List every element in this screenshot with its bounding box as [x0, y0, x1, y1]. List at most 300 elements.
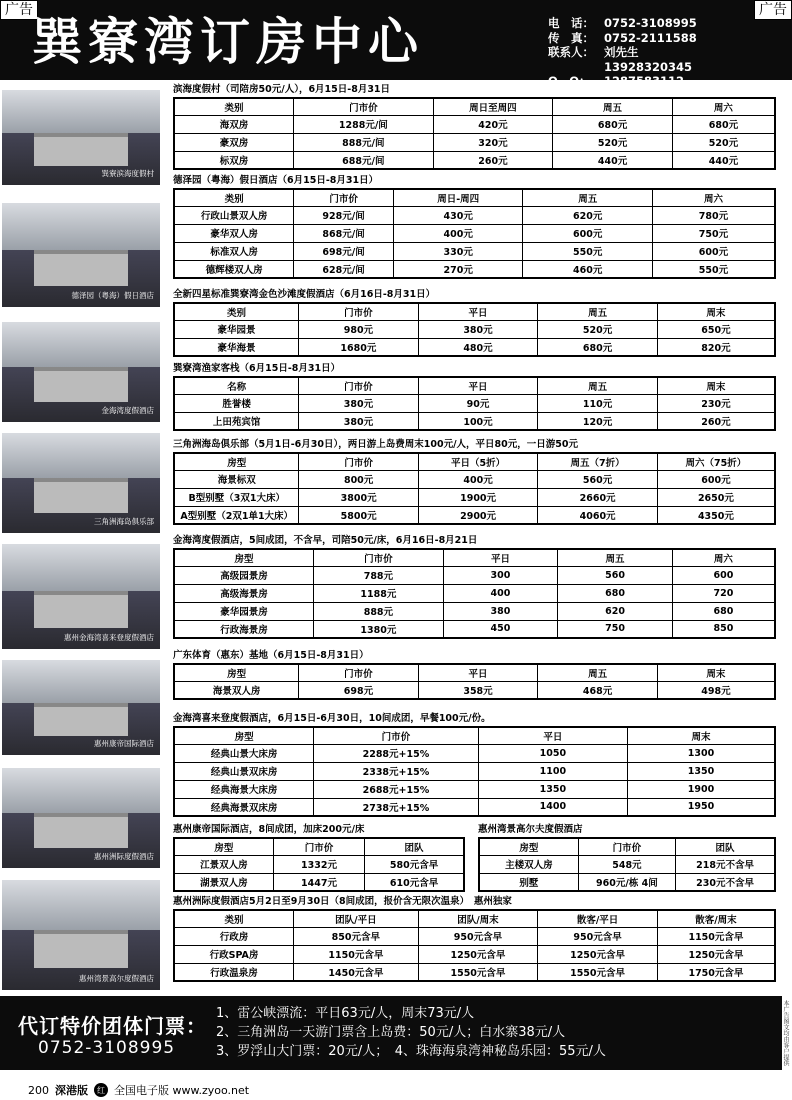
table-cell: 1300	[628, 744, 775, 762]
table-cell: 498元	[657, 681, 775, 699]
table-header-cell: 周六	[652, 189, 775, 206]
table-header-cell: 门市价	[314, 727, 479, 744]
hotel-section	[173, 437, 776, 525]
table-header-cell: 房型	[174, 549, 314, 566]
table-cell: 标双房	[174, 151, 294, 169]
table-cell: 110元	[538, 394, 658, 412]
table-row	[174, 744, 775, 762]
table-header-cell: 名称	[174, 377, 299, 394]
rate-table	[478, 837, 776, 892]
table-cell: 260元	[657, 412, 775, 430]
table-row	[174, 133, 775, 151]
table-header-cell: 门市价	[314, 549, 444, 566]
table-cell: 90元	[418, 394, 538, 412]
table-cell: 580元含早	[365, 855, 464, 873]
table-cell: 1150元含早	[294, 945, 419, 963]
table-cell: 420元	[433, 115, 553, 133]
table-cell: 600	[672, 566, 775, 584]
hotel-section-title: 金海湾度假酒店，5间成团，不含早，司陪50元/床，6月16日-8月21日	[173, 535, 478, 546]
table-row	[174, 762, 775, 780]
table-header-cell: 平日	[478, 727, 627, 744]
table-cell: 高级海景房	[174, 584, 314, 602]
hotel-section-title: 金海湾喜来登度假酒店，6月15日-6月30日，10间成团，早餐100元/份。	[173, 713, 491, 724]
table-header-cell: 门市价	[299, 453, 418, 470]
table-row	[174, 798, 775, 816]
table-row	[174, 242, 775, 260]
table-header-cell: 门市价	[294, 98, 434, 115]
hotel-photo-caption: 三角洲海岛俱乐部	[94, 517, 154, 526]
table-header-cell: 周末	[657, 303, 775, 320]
table-header-cell: 周五	[538, 303, 658, 320]
table-header-row	[174, 189, 775, 206]
table-cell: 豪华园景房	[174, 602, 314, 620]
table-cell: 2650元	[657, 488, 775, 506]
table-row	[174, 206, 775, 224]
table-cell: 468元	[538, 681, 658, 699]
table-cell: 豪华双人房	[174, 224, 294, 242]
table-cell: 800元	[299, 470, 418, 488]
table-header-cell: 周五	[558, 549, 673, 566]
table-cell: 2900元	[418, 506, 538, 524]
table-cell: 高级园景房	[174, 566, 314, 584]
table-header-cell: 周五（7折）	[538, 453, 658, 470]
table-row	[174, 780, 775, 798]
table-cell: 1150元含早	[657, 927, 775, 945]
hotel-section	[173, 173, 776, 279]
table-cell: A型别墅（2双1单1大床）	[174, 506, 299, 524]
table-cell: 4350元	[657, 506, 775, 524]
ticket-offer-phone: 0752-3108995	[38, 1038, 176, 1058]
table-cell: 980元	[299, 320, 419, 338]
table-cell: 550元	[652, 260, 775, 278]
table-cell: 1447元	[273, 873, 364, 891]
contact-label: 传 真：	[548, 30, 594, 45]
header-banner	[0, 0, 792, 88]
table-cell: 主楼双人房	[479, 855, 578, 873]
table-cell: 430元	[393, 206, 523, 224]
table-header-cell: 门市价	[578, 838, 675, 855]
hotel-section-title: 巽寮湾渔家客栈（6月15日-8月31日）	[173, 363, 341, 374]
hotel-photo	[2, 544, 160, 649]
site-link[interactable]: 全国电子版 www.zyoo.net	[114, 1084, 250, 1097]
edition-label: 深港版	[55, 1084, 88, 1097]
hotel-section	[173, 82, 776, 170]
table-cell: 380元	[299, 394, 419, 412]
table-cell: 经典山景双床房	[174, 762, 314, 780]
table-cell: 888元/间	[294, 133, 434, 151]
table-cell: 868元/间	[294, 224, 394, 242]
table-header-cell: 周六	[672, 549, 775, 566]
hotel-section-title: 惠州湾景高尔夫度假酒店	[478, 824, 583, 835]
table-row	[174, 260, 775, 278]
table-cell: 4060元	[538, 506, 658, 524]
rate-table	[173, 548, 776, 639]
table-cell: 720	[672, 584, 775, 602]
table-header-cell: 周末	[657, 664, 775, 681]
contact-label: Q Q：	[548, 74, 591, 88]
table-header-cell: 周五	[523, 189, 652, 206]
table-cell: 560	[558, 566, 673, 584]
table-cell: 2288元+15%	[314, 744, 479, 762]
table-cell: 1400	[478, 798, 627, 816]
table-cell: 2738元+15%	[314, 798, 479, 816]
table-cell: 1188元	[314, 584, 444, 602]
contact-label	[548, 60, 604, 75]
hotel-section	[173, 361, 776, 431]
table-header-cell: 散客/平日	[538, 910, 658, 927]
table-cell: 2338元+15%	[314, 762, 479, 780]
table-cell: 698元	[299, 681, 419, 699]
table-header-row	[174, 98, 775, 115]
table-cell: 100元	[418, 412, 538, 430]
table-header-row	[174, 910, 775, 927]
table-cell: 928元/间	[294, 206, 394, 224]
table-cell: 豪华海景	[174, 338, 299, 356]
table-cell: 560元	[538, 470, 658, 488]
table-cell: 1900	[628, 780, 775, 798]
page-footer	[28, 1082, 249, 1098]
hotel-photo-caption: 惠州湾景高尔度假酒店	[79, 974, 154, 983]
table-cell: 海景双人房	[174, 681, 299, 699]
table-cell: 德辉楼双人房	[174, 260, 294, 278]
table-cell: 1380元	[314, 620, 444, 638]
table-cell: 820元	[657, 338, 775, 356]
table-header-cell: 散客/周末	[657, 910, 775, 927]
table-cell: 780元	[652, 206, 775, 224]
hotel-section	[173, 533, 776, 639]
hotel-section	[478, 822, 776, 892]
table-cell: 经典山景大床房	[174, 744, 314, 762]
table-header-cell: 周五	[538, 377, 658, 394]
contact-line	[548, 60, 697, 75]
table-cell: 380元	[299, 412, 419, 430]
table-cell: 400元	[418, 470, 538, 488]
table-row	[174, 320, 775, 338]
table-cell: 3800元	[299, 488, 418, 506]
table-header-cell: 房型	[174, 727, 314, 744]
table-row	[174, 488, 775, 506]
table-row	[174, 584, 775, 602]
hotel-photo	[2, 433, 160, 533]
table-cell: 1550元含早	[418, 963, 538, 981]
table-cell: 520元	[672, 133, 775, 151]
hotel-photo-caption: 德泽园（粤海）假日酒店	[71, 291, 154, 300]
table-cell: 358元	[418, 681, 538, 699]
contact-value: 13928320345	[604, 59, 693, 74]
table-row	[174, 338, 775, 356]
table-header-cell: 平日	[418, 303, 538, 320]
table-cell: 440元	[672, 151, 775, 169]
table-cell: 680元	[672, 115, 775, 133]
table-cell: 1350	[478, 780, 627, 798]
table-row	[174, 855, 464, 873]
table-cell: 行政海景房	[174, 620, 314, 638]
table-cell: 海双房	[174, 115, 294, 133]
rate-table	[173, 663, 776, 700]
table-header-cell: 周六（75折）	[657, 453, 775, 470]
hotel-section	[173, 648, 776, 700]
table-cell: 440元	[553, 151, 673, 169]
table-cell: 788元	[314, 566, 444, 584]
table-header-cell: 周六	[672, 98, 775, 115]
hotel-photo-caption: 惠州洲际度假酒店	[94, 852, 154, 861]
hotel-photo-caption: 巽寮滨海度假村	[101, 169, 154, 178]
table-row	[174, 873, 464, 891]
table-cell: 548元	[578, 855, 675, 873]
table-header-row	[174, 303, 775, 320]
table-header-row	[174, 453, 775, 470]
hotel-photo-caption: 金海湾度假酒店	[101, 406, 154, 415]
rate-table	[173, 188, 776, 279]
table-header-cell: 平日（5折）	[418, 453, 538, 470]
table-cell: 1332元	[273, 855, 364, 873]
ticket-offer-item: 3、罗浮山大门票：20元/人； 4、珠海海泉湾神秘岛乐园：55元/人	[216, 1044, 606, 1059]
edition-icon: 红	[94, 1083, 108, 1097]
contact-line	[548, 16, 697, 31]
contact-label: 电 话：	[548, 16, 594, 30]
contact-label: 联系人：	[548, 45, 594, 59]
table-cell: 1288元/间	[294, 115, 434, 133]
table-header-row	[174, 727, 775, 744]
hotel-section-title: 滨海度假村（司陪房50元/人），6月15日-8月31日	[173, 84, 391, 95]
table-cell: 960元/栋 4间	[578, 873, 675, 891]
table-row	[174, 412, 775, 430]
table-cell: 豪华园景	[174, 320, 299, 338]
table-cell: 480元	[418, 338, 538, 356]
hotel-section-title: 惠州洲际度假酒店5月2日至9月30日（8间成团，报价含无限次温泉） 惠州独家	[173, 896, 512, 907]
table-cell: 650元	[657, 320, 775, 338]
table-header-row	[174, 377, 775, 394]
page-title: 巽寮湾订房中心	[32, 12, 424, 71]
table-cell: 320元	[433, 133, 553, 151]
table-header-cell: 平日	[418, 664, 538, 681]
table-header-cell: 类别	[174, 910, 294, 927]
table-header-cell: 团队/周末	[418, 910, 538, 927]
table-cell: 680元	[538, 338, 658, 356]
table-row	[174, 620, 775, 638]
table-header-cell: 周五	[553, 98, 673, 115]
table-cell: 600元	[652, 242, 775, 260]
hotel-section	[173, 711, 776, 817]
hotel-photo	[2, 880, 160, 990]
table-cell: 胜誉楼	[174, 394, 299, 412]
table-cell: 1900元	[418, 488, 538, 506]
table-cell: 400	[443, 584, 558, 602]
table-header-cell: 房型	[174, 453, 299, 470]
rate-table	[173, 452, 776, 525]
hotel-section	[173, 894, 776, 982]
hotel-section-title: 全新四星标准巽寮湾金色沙滩度假酒店（6月16日-8月31日）	[173, 289, 436, 300]
table-cell: 698元/间	[294, 242, 394, 260]
table-cell: 850元含早	[294, 927, 419, 945]
table-header-cell: 周日-周四	[393, 189, 523, 206]
rate-table	[173, 726, 776, 817]
table-cell: 1250元含早	[657, 945, 775, 963]
table-cell: 600元	[657, 470, 775, 488]
table-header-cell: 门市价	[299, 664, 419, 681]
hotel-photo-caption: 惠州金海湾喜来登度假酒店	[64, 633, 154, 642]
rate-table	[173, 97, 776, 170]
table-cell: 1100	[478, 762, 627, 780]
rate-table	[173, 302, 776, 357]
contact-line	[548, 45, 697, 60]
hotel-photo	[2, 660, 160, 755]
hotel-section-title: 惠州康帝国际酒店，8间成团，加床200元/床	[173, 824, 365, 835]
ad-tag-right: 广告	[754, 0, 792, 20]
hotel-photo	[2, 203, 160, 307]
table-row	[174, 602, 775, 620]
table-cell: 海景标双	[174, 470, 299, 488]
hotel-section-title: 德泽园（粤海）假日酒店（6月15日-8月31日）	[173, 175, 379, 186]
table-cell: 680	[672, 602, 775, 620]
table-header-cell: 团队	[676, 838, 775, 855]
table-header-cell: 平日	[443, 549, 558, 566]
table-row	[174, 681, 775, 699]
table-cell: 2688元+15%	[314, 780, 479, 798]
table-cell: 300	[443, 566, 558, 584]
table-cell: 标准双人房	[174, 242, 294, 260]
table-row	[479, 873, 775, 891]
table-row	[174, 945, 775, 963]
table-cell: 520元	[553, 133, 673, 151]
table-cell: 行政山景双人房	[174, 206, 294, 224]
hotel-section	[173, 822, 465, 892]
table-header-cell: 周日至周四	[433, 98, 553, 115]
table-cell: 上田苑宾馆	[174, 412, 299, 430]
hotel-photo	[2, 768, 160, 868]
side-note: 本广告图文均由客户提供	[782, 1000, 789, 1066]
contact-value: 0752-2111588	[604, 30, 697, 45]
table-header-cell: 门市价	[294, 189, 394, 206]
table-header-row	[479, 838, 775, 855]
table-cell: 450	[443, 620, 558, 638]
table-cell: 550元	[523, 242, 652, 260]
table-cell: 260元	[433, 151, 553, 169]
hotel-photo-caption: 惠州康帝国际酒店	[94, 739, 154, 748]
ticket-offer-item: 1、雷公峡漂流：平日63元/人，周末73元/人	[216, 1006, 475, 1021]
table-cell: 628元/间	[294, 260, 394, 278]
table-cell: 680元	[553, 115, 673, 133]
table-cell: 850	[672, 620, 775, 638]
table-row	[174, 566, 775, 584]
table-header-cell: 周末	[628, 727, 775, 744]
table-cell: 1350	[628, 762, 775, 780]
rate-table	[173, 376, 776, 431]
ticket-offer-banner	[0, 996, 782, 1070]
rate-table	[173, 909, 776, 982]
ticket-offer-title: 代订特价团体门票：	[18, 1014, 207, 1038]
table-row	[174, 151, 775, 169]
table-header-cell: 类别	[174, 303, 299, 320]
table-cell: 经典海景大床房	[174, 780, 314, 798]
table-cell: 1250元含早	[418, 945, 538, 963]
contact-line	[548, 31, 697, 46]
table-header-cell: 周末	[657, 377, 775, 394]
table-cell: 豪双房	[174, 133, 294, 151]
contact-value: 1287583112	[604, 74, 685, 88]
table-header-cell: 门市价	[299, 303, 419, 320]
table-row	[479, 855, 775, 873]
table-cell: 230元不含早	[676, 873, 775, 891]
table-cell: 218元不含早	[676, 855, 775, 873]
table-header-row	[174, 549, 775, 566]
table-cell: 别墅	[479, 873, 578, 891]
hotel-section-title: 广东体育（惠东）基地（6月15日-8月31日）	[173, 650, 369, 661]
table-cell: 1450元含早	[294, 963, 419, 981]
table-cell: 江景双人房	[174, 855, 273, 873]
table-header-cell: 团队/平日	[294, 910, 419, 927]
table-cell: 行政房	[174, 927, 294, 945]
table-cell: 1250元含早	[538, 945, 658, 963]
table-cell: 2660元	[538, 488, 658, 506]
table-row	[174, 224, 775, 242]
table-header-cell: 平日	[418, 377, 538, 394]
table-header-cell: 类别	[174, 98, 294, 115]
table-row	[174, 963, 775, 981]
page-number: 200	[28, 1083, 49, 1097]
table-cell: 湖景双人房	[174, 873, 273, 891]
table-cell: 1550元含早	[538, 963, 658, 981]
table-header-cell: 房型	[174, 664, 299, 681]
table-header-cell: 门市价	[273, 838, 364, 855]
table-cell: 行政SPA房	[174, 945, 294, 963]
table-cell: 1050	[478, 744, 627, 762]
table-row	[174, 506, 775, 524]
rate-table	[173, 837, 465, 892]
table-row	[174, 394, 775, 412]
table-cell: B型别墅（3双1大床）	[174, 488, 299, 506]
table-cell: 230元	[657, 394, 775, 412]
ticket-offer-list	[216, 1004, 606, 1061]
table-cell: 460元	[523, 260, 652, 278]
hotel-section	[173, 287, 776, 357]
ad-tag-left: 广告	[0, 0, 38, 20]
table-cell: 380元	[418, 320, 538, 338]
ticket-offer-item: 2、三角洲岛一天游门票含上岛费：50元/人；白水寨38元/人	[216, 1025, 566, 1040]
table-header-cell: 房型	[174, 838, 273, 855]
table-cell: 5800元	[299, 506, 418, 524]
table-cell: 1680元	[299, 338, 419, 356]
contact-value: 0752-3108995	[604, 16, 697, 30]
table-row	[174, 115, 775, 133]
table-cell: 750元	[652, 224, 775, 242]
hotel-section-title: 三角洲海岛俱乐部（5月1日-6月30日），两日游上岛费周末100元/人，平日80元，一日游50元	[173, 439, 578, 450]
table-cell: 380	[443, 602, 558, 620]
table-cell: 888元	[314, 602, 444, 620]
table-header-cell: 类别	[174, 189, 294, 206]
table-cell: 行政温泉房	[174, 963, 294, 981]
table-cell: 950元含早	[538, 927, 658, 945]
table-cell: 950元含早	[418, 927, 538, 945]
contact-info	[548, 16, 697, 89]
table-cell: 688元/间	[294, 151, 434, 169]
contact-value: 刘先生	[604, 45, 639, 59]
table-cell: 520元	[538, 320, 658, 338]
table-cell: 400元	[393, 224, 523, 242]
table-cell: 750	[558, 620, 673, 638]
table-cell: 经典海景双床房	[174, 798, 314, 816]
table-header-row	[174, 664, 775, 681]
hotel-photo	[2, 90, 160, 185]
table-cell: 120元	[538, 412, 658, 430]
table-row	[174, 927, 775, 945]
table-cell: 330元	[393, 242, 523, 260]
table-cell: 270元	[393, 260, 523, 278]
table-cell: 620	[558, 602, 673, 620]
table-row	[174, 470, 775, 488]
table-cell: 1750元含早	[657, 963, 775, 981]
table-cell: 1950	[628, 798, 775, 816]
